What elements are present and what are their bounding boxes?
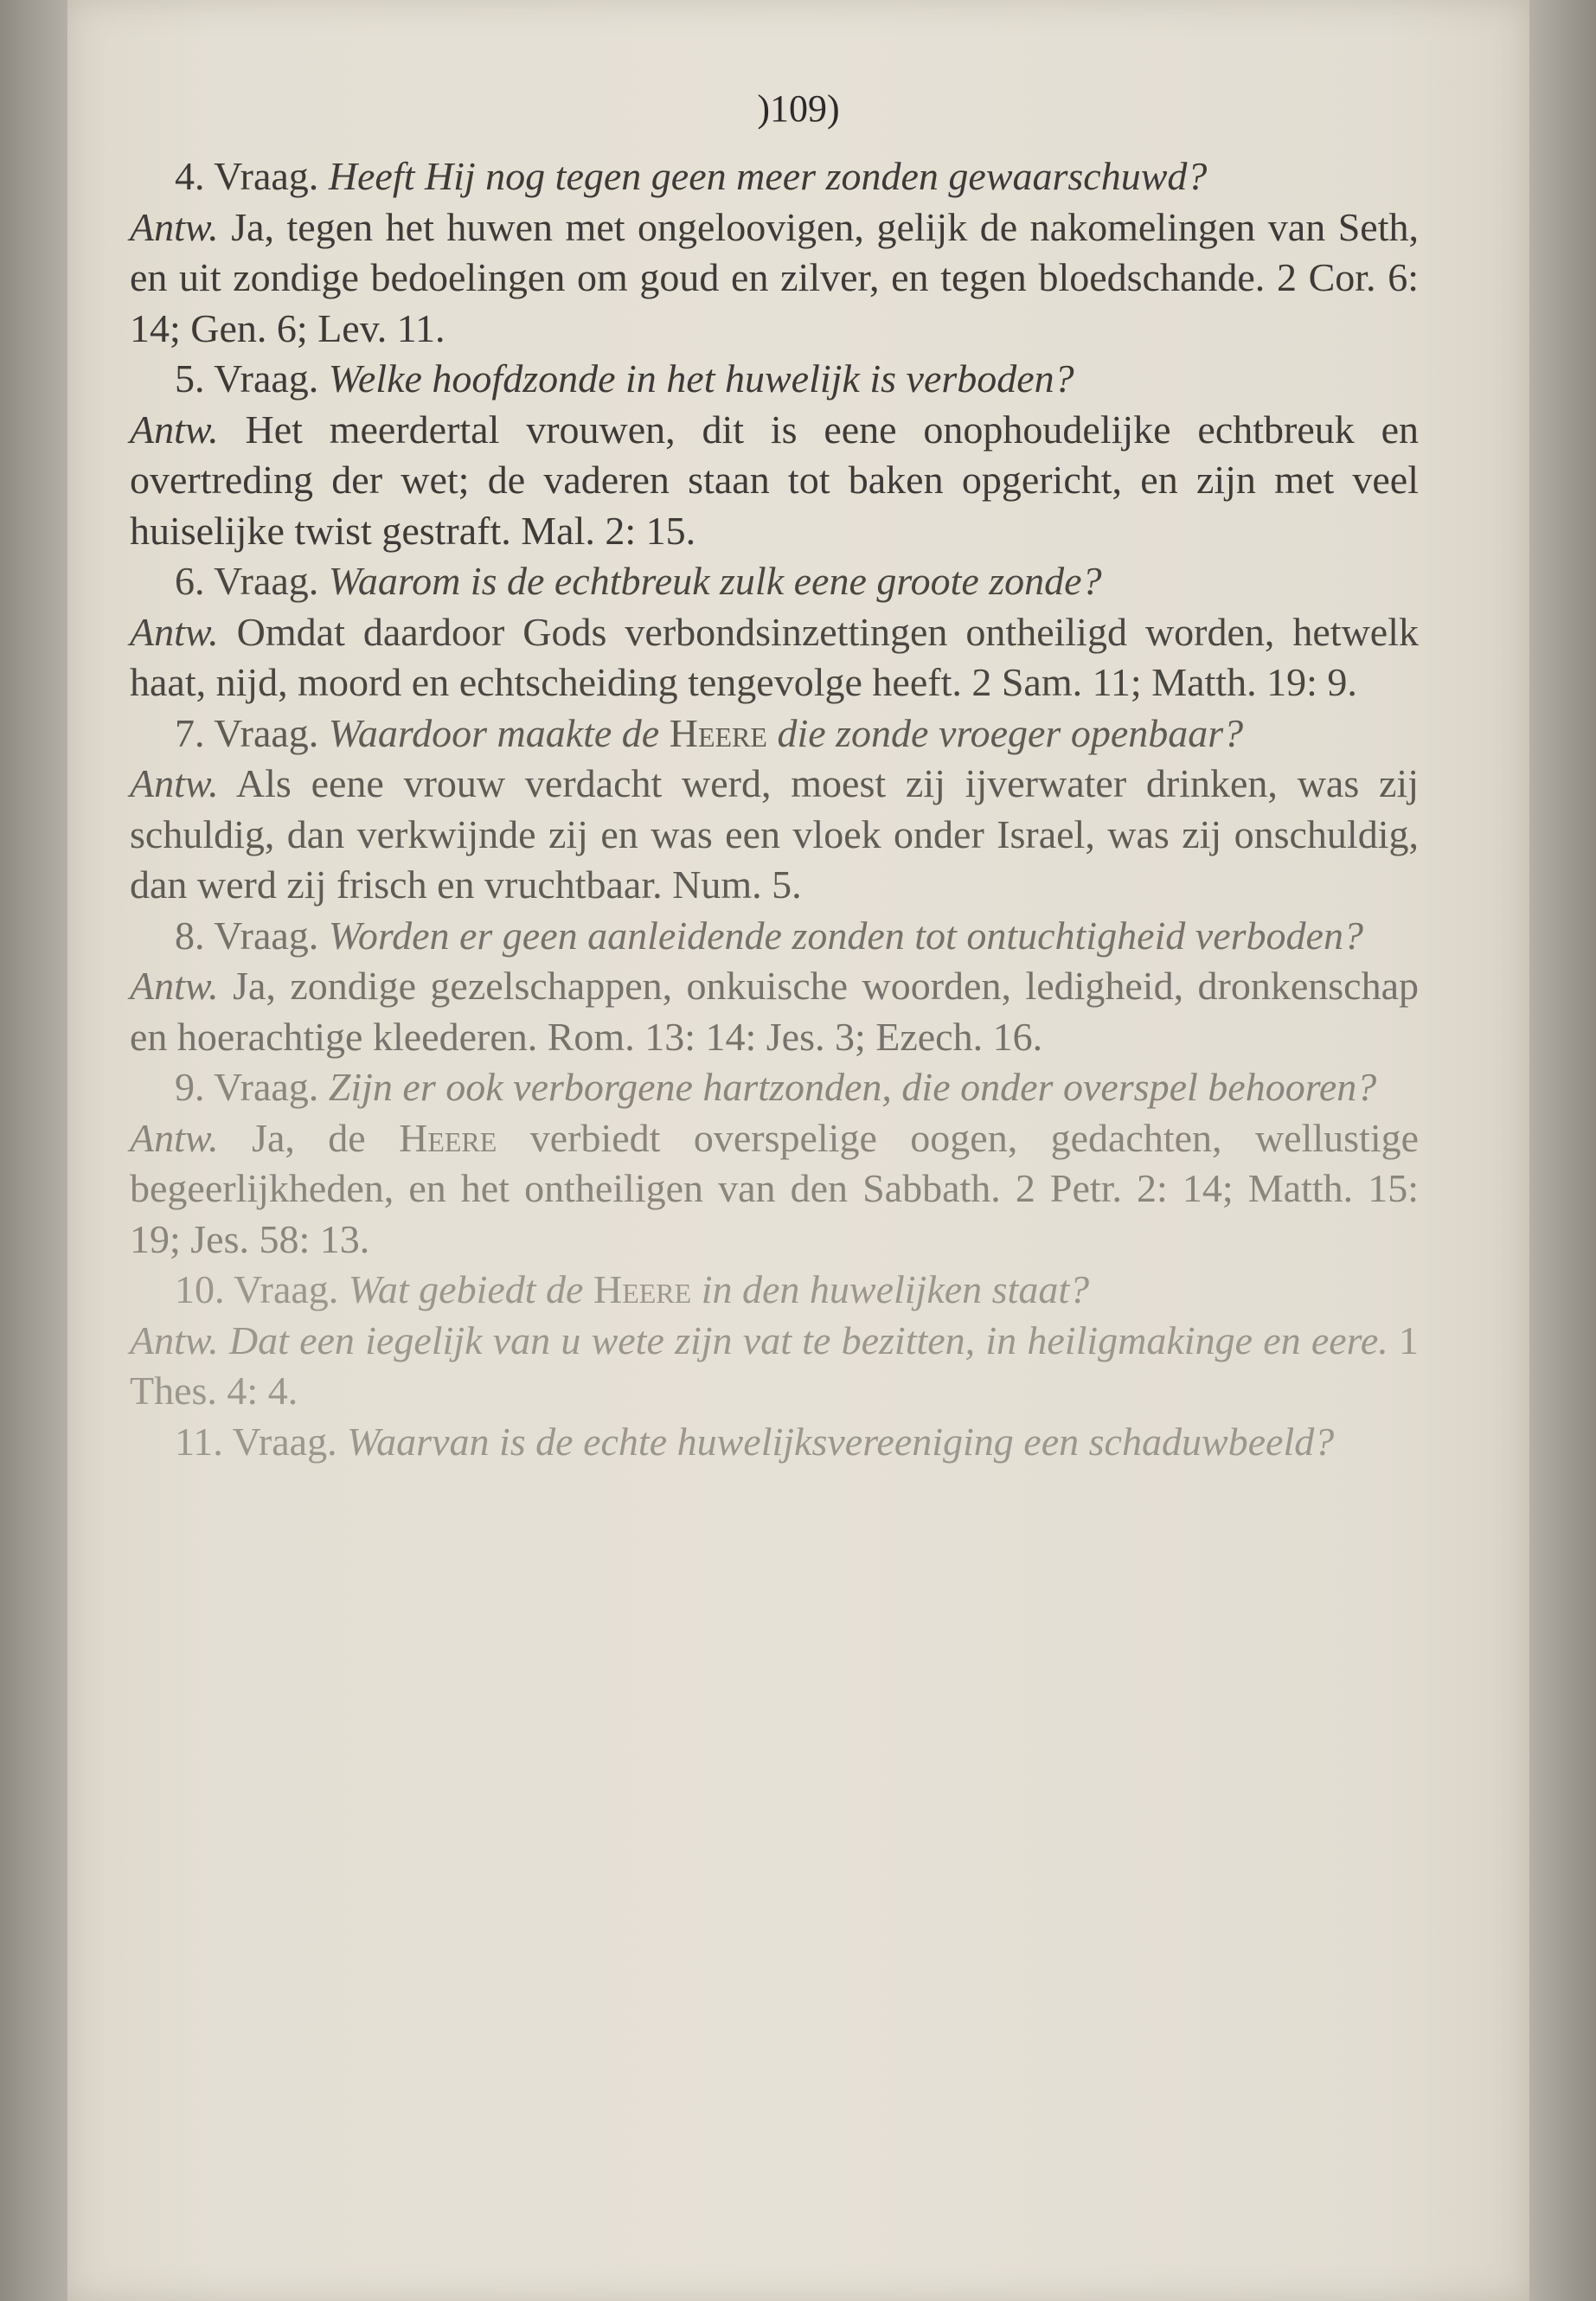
answer-5 <box>130 405 1419 557</box>
text-body <box>130 151 1419 1467</box>
answer-text: Het meerdertal vrouwen, dit is eene onophoudelijke echtbreuk en overtreding der wet; de vaderen staan tot baken opgericht, en zijn met veel huiselijke twist gestraft. Mal. 2: 15. <box>130 407 1420 553</box>
heere-smallcaps: Heere <box>593 1267 692 1311</box>
question-number: 7. <box>175 710 205 755</box>
question-5 <box>130 354 1419 405</box>
question-label: Vraag. <box>214 913 319 958</box>
answer-7 <box>130 759 1419 911</box>
question-text-after: in den huwelijken staat? <box>701 1267 1090 1311</box>
answer-label: Antw. <box>130 761 219 805</box>
question-11 <box>130 1417 1419 1468</box>
question-number: 8. <box>175 913 205 958</box>
answer-label: Antw. <box>130 964 219 1008</box>
question-9 <box>130 1062 1419 1113</box>
question-label: Vraag. <box>234 1267 339 1311</box>
heere-smallcaps: Heere <box>669 710 767 755</box>
answer-text: Ja, zondige gezelschappen, onkuische woorden, ledigheid, dronkenschap en hoerachtige kleederen. Rom. 13: 14: Jes. 3; Ezech. 16. <box>130 964 1420 1059</box>
page-number: )109) <box>757 87 840 130</box>
question-label: Vraag. <box>214 1065 319 1109</box>
answer-8 <box>130 961 1419 1062</box>
question-text-after: die zonde vroeger openbaar? <box>777 710 1244 755</box>
answer-label: Antw. <box>130 609 219 654</box>
question-label: Vraag. <box>214 710 319 755</box>
question-text: Worden er geen aanleidende zonden tot ontuchtigheid verboden? <box>328 913 1363 958</box>
answer-text: Ja, tegen het huwen met ongeloovigen, gelijk de nakomelingen van Seth, en uit zondige bedoelingen om goud en zilver, en tegen bloedschande. 2 Cor. 6: 14; Gen. 6; Lev. 11. <box>130 204 1420 350</box>
answer-label: Antw. <box>130 407 219 452</box>
question-text-before: Wat gebiedt de <box>348 1267 584 1311</box>
answer-quote: Dat een iegelijk van u wete zijn vat te bezitten, in heiligmakinge en eere. <box>228 1317 1388 1362</box>
question-label: Vraag. <box>214 154 319 198</box>
scan-margin-left <box>0 0 67 2301</box>
question-label: Vraag. <box>232 1419 337 1464</box>
question-8 <box>130 911 1419 962</box>
answer-9 <box>130 1113 1419 1266</box>
answer-label: Antw. <box>130 1317 219 1362</box>
question-text <box>349 1267 1089 1311</box>
answer-label: Antw. <box>130 204 219 249</box>
question-text: Zijn er ook verborgene hartzonden, die onder overspel behooren? <box>328 1065 1377 1109</box>
question-4 <box>130 151 1419 202</box>
answer-10 <box>130 1316 1419 1417</box>
answer-text: Omdat daardoor Gods verbondsinzettingen ontheiligd worden, hetwelk haat, nijd, moord en echtscheiding tengevolge heeft. 2 Sam. 11; Matth. 19: 9. <box>130 609 1420 704</box>
question-number: 4. <box>175 154 205 198</box>
book-page <box>67 0 1529 2301</box>
answer-text-after: verbiedt overspelige oogen, gedachten, wellustige begeerlijkheden, en het ontheiligen van den Sabbath. 2 Petr. 2: 14; Matth. 15: 19; Jes. 58: 13. <box>130 1115 1420 1261</box>
answer-label: Antw. <box>130 1115 219 1160</box>
question-text: Heeft Hij nog tegen geen meer zonden gewaarschuwd? <box>328 154 1208 198</box>
question-6 <box>130 556 1419 607</box>
question-7 <box>130 708 1419 760</box>
question-number: 5. <box>175 356 205 401</box>
question-text <box>329 711 1243 755</box>
question-number: 10. <box>175 1267 225 1311</box>
question-text-before: Waardoor maakte de <box>328 710 660 755</box>
answer-reference: 1 Thes. 4: 4. <box>130 1317 1419 1413</box>
scan-margin-right <box>1529 0 1596 2301</box>
question-text: Welke hoofdzonde in het huwelijk is verboden? <box>328 356 1074 401</box>
answer-text-before: Ja, de <box>252 1115 366 1160</box>
question-number: 11. <box>175 1419 223 1464</box>
question-number: 9. <box>175 1065 205 1109</box>
question-text: Waarvan is de echte huwelijksvereeniging een schaduwbeeld? <box>347 1419 1335 1464</box>
answer-text: Als eene vrouw verdacht werd, moest zij ijverwater drinken, was zij schuldig, dan verkwijnde zij en was een vloek onder Israel, was zij onschuldig, dan werd zij frisch en vruchtbaar. Num. 5. <box>130 761 1419 907</box>
question-label: Vraag. <box>214 356 319 401</box>
answer-6 <box>130 607 1419 708</box>
question-label: Vraag. <box>214 559 319 603</box>
heere-smallcaps: Heere <box>399 1115 497 1160</box>
question-10 <box>130 1265 1419 1316</box>
question-text: Waarom is de echtbreuk zulk eene groote zonde? <box>328 559 1102 603</box>
answer-4 <box>130 202 1419 355</box>
question-number: 6. <box>175 559 205 603</box>
